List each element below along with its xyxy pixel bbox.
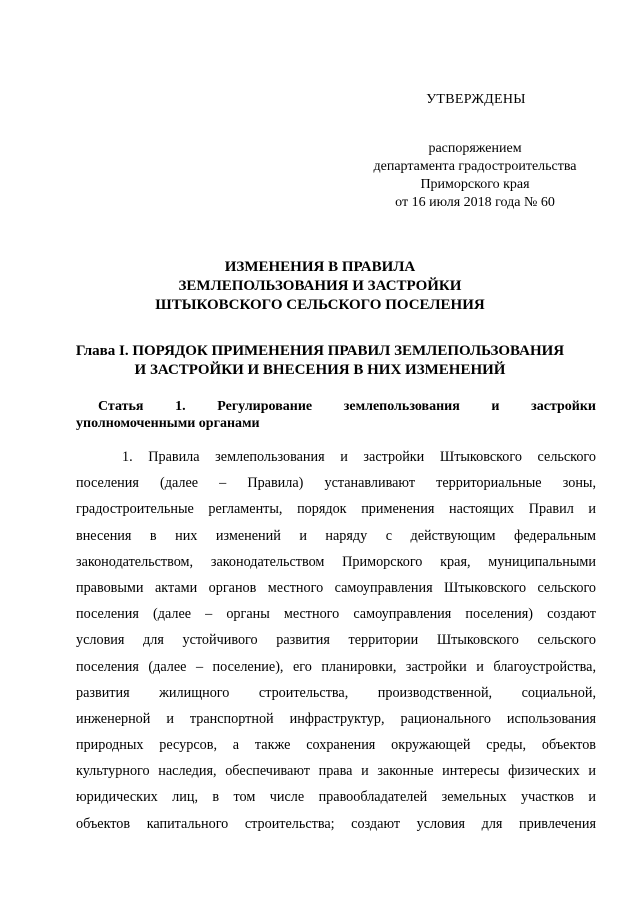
paragraph-line: поселения (далее – поселение), его планировки, застройки и благоустройства, [76, 658, 596, 675]
paragraph-line: объектов капитального строительства; создают условия для привлечения [76, 815, 596, 832]
paragraph-line: природных ресурсов, а также сохранения окружающей среды, объектов [76, 737, 596, 754]
title-line: ЗЕМЛЕПОЛЬЗОВАНИЯ И ЗАСТРОЙКИ [178, 278, 462, 294]
paragraph-line: поселения (далее – органы местного самоуправления поселения) создают [76, 606, 596, 623]
approval-date-line: от 16 июля 2018 года № 60 [395, 195, 555, 210]
paragraph-line: 1. Правила землепользования и застройки Штыковского сельского [122, 449, 596, 465]
paragraph-line: поселения (далее – Правила) устанавливают территориальные зоны, [76, 475, 596, 492]
chapter-line: Глава I. ПОРЯДОК ПРИМЕНЕНИЯ ПРАВИЛ ЗЕМЛЕПОЛЬЗОВАНИЯ [75, 343, 565, 359]
paragraph-line: условия для устойчивого развития территории Штыковского сельского [76, 632, 596, 649]
paragraph-line: законодательством, законодательством Приморского края, муниципальными [76, 553, 596, 570]
paragraph-line: инженерной и транспортной инфраструктур, рационального использования [76, 710, 596, 727]
paragraph-line: градостроительные регламенты, порядок применения настоящих Правил и [76, 501, 596, 518]
approval-line: департамента градостроительства [373, 159, 577, 174]
paragraph-line: развития жилищного строительства, производственной, социальной, [76, 684, 596, 701]
approval-line: Приморского края [420, 177, 530, 192]
approval-heading: УТВЕРЖДЕНЫ [426, 92, 526, 107]
chapter-line: И ЗАСТРОЙКИ И ВНЕСЕНИЯ В НИХ ИЗМЕНЕНИЙ [134, 362, 506, 378]
chapter-heading [60, 342, 580, 380]
approval-block [360, 140, 590, 212]
approval-line: распоряжением [428, 141, 522, 156]
article-heading [76, 398, 596, 432]
paragraph-line: правовыми актами органов местного самоуправления Штыковского сельского [76, 579, 596, 596]
title-line: ШТЫКОВСКОГО СЕЛЬСКОГО ПОСЕЛЕНИЯ [155, 297, 485, 313]
article-line: уполномоченными органами [76, 416, 260, 431]
paragraph-line: культурного наследия, обеспечивают права и законные интересы физических и [76, 763, 596, 780]
title-line: ИЗМЕНЕНИЯ В ПРАВИЛА [224, 259, 416, 275]
paragraph-line: внесения в них изменений и наряду с действующим федеральным [76, 527, 596, 544]
article-line: Статья 1. Регулирование землепользования и застройки [98, 399, 596, 414]
paragraph [76, 444, 596, 837]
paragraph-line: юридических лиц, в том числе правообладателей земельных участков и [76, 789, 596, 806]
document-title [100, 258, 540, 315]
